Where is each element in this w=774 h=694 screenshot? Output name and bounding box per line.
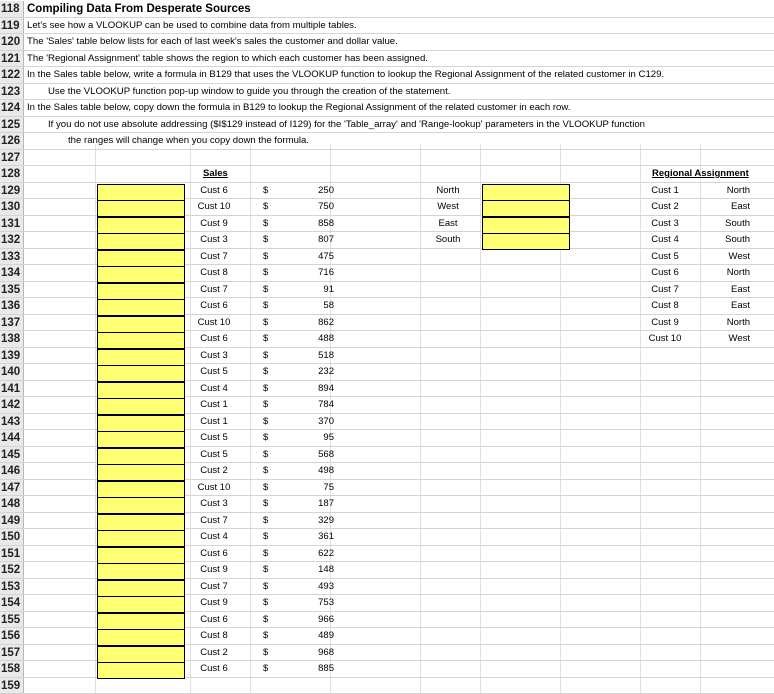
region-lookup-input-cell[interactable] [97, 250, 185, 267]
row-header[interactable]: 159 [0, 678, 24, 694]
region-lookup-input-cell[interactable] [97, 316, 185, 333]
assignment-customer-cell[interactable]: Cust 2 [651, 201, 679, 212]
sales-customer-cell[interactable]: Cust 10 [197, 316, 231, 328]
region-lookup-input-cell[interactable] [97, 382, 185, 399]
sales-amount-cell[interactable]: 568 [318, 448, 334, 460]
row-header[interactable]: 157 [0, 645, 24, 661]
sales-customer-cell[interactable]: Cust 2 [200, 646, 228, 658]
assignment-customer-cell[interactable]: Cust 5 [651, 250, 679, 262]
region-lookup-input-cell[interactable] [97, 398, 185, 415]
region-lookup-input-cell[interactable] [97, 217, 185, 234]
sheet-row[interactable] [0, 562, 774, 579]
region-lookup-input-cell[interactable] [97, 662, 185, 679]
row-header[interactable]: 155 [0, 612, 24, 628]
row-header[interactable]: 122 [0, 67, 24, 83]
currency-symbol[interactable]: $ [263, 630, 269, 641]
sheet-row[interactable] [0, 315, 774, 332]
instruction-text: Let's see how a VLOOKUP can be used to combine data from multiple tables. [27, 19, 357, 31]
instruction-text: Use the VLOOKUP function pop-up window to guide you through the creation of the statement. [48, 85, 451, 97]
currency-symbol[interactable]: $ [263, 580, 269, 592]
currency-symbol[interactable]: $ [263, 382, 269, 394]
sheet-row[interactable] [0, 298, 774, 315]
sheet-row[interactable] [0, 529, 774, 546]
sheet-row[interactable] [0, 331, 774, 348]
instruction-text: If you do not use absolute addressing ($I$129 instead of I129) for the 'Table_array' and 'Range-lookup' parameters in the VLOOKUP function [48, 118, 645, 130]
row-header[interactable]: 134 [0, 265, 24, 281]
region-summary-input-cell[interactable] [482, 217, 570, 234]
assignment-customer-cell[interactable]: Cust 4 [651, 234, 679, 245]
sheet-row[interactable] [0, 414, 774, 431]
row-header[interactable]: 147 [0, 480, 24, 496]
currency-symbol[interactable]: $ [263, 547, 269, 559]
row-header[interactable]: 139 [0, 348, 24, 364]
row-header[interactable]: 143 [0, 414, 24, 430]
row-header[interactable]: 146 [0, 463, 24, 479]
region-lookup-input-cell[interactable] [97, 514, 185, 531]
sales-amount-cell[interactable]: 498 [318, 465, 334, 476]
sheet-title: Compiling Data From Desperate Sources [27, 3, 251, 15]
sales-amount-cell[interactable]: 488 [318, 333, 334, 344]
currency-symbol[interactable]: $ [263, 465, 269, 476]
row-header[interactable]: 151 [0, 546, 24, 562]
sheet-row[interactable] [0, 282, 774, 299]
row-header[interactable]: 123 [0, 84, 24, 100]
sales-amount-cell[interactable]: 784 [318, 399, 334, 410]
sheet-row[interactable] [0, 1, 774, 18]
sheet-row[interactable] [0, 661, 774, 678]
currency-symbol[interactable]: $ [263, 481, 269, 493]
sales-amount-cell[interactable]: 885 [318, 663, 334, 674]
row-header[interactable]: 121 [0, 51, 24, 67]
sales-customer-cell[interactable]: Cust 6 [200, 663, 228, 674]
currency-symbol[interactable]: $ [263, 283, 269, 295]
sales-amount-cell[interactable]: 187 [318, 498, 334, 509]
region-lookup-input-cell[interactable] [97, 233, 185, 250]
row-header[interactable]: 150 [0, 529, 24, 545]
sheet-row[interactable] [0, 579, 774, 596]
sales-customer-cell[interactable]: Cust 1 [200, 399, 228, 410]
sales-customer-cell[interactable]: Cust 3 [200, 349, 228, 361]
assignment-customer-cell[interactable]: Cust 1 [651, 184, 679, 196]
sales-amount-cell[interactable]: 862 [318, 316, 334, 328]
region-lookup-input-cell[interactable] [97, 547, 185, 564]
region-lookup-input-cell[interactable] [97, 431, 185, 448]
sales-amount-cell[interactable]: 750 [318, 201, 334, 212]
region-name-cell[interactable]: West [437, 201, 459, 212]
region-name-cell[interactable]: North [436, 184, 460, 196]
currency-symbol[interactable]: $ [263, 597, 269, 608]
row-header[interactable]: 118 [0, 1, 24, 17]
currency-symbol[interactable]: $ [263, 432, 269, 443]
region-summary-input-cell[interactable] [482, 233, 570, 250]
sales-amount-cell[interactable]: 753 [318, 597, 334, 608]
sales-amount-cell[interactable]: 75 [323, 481, 334, 493]
currency-symbol[interactable]: $ [263, 217, 269, 229]
sheet-row[interactable] [0, 183, 774, 200]
sales-customer-cell[interactable]: Cust 7 [200, 514, 228, 526]
sales-customer-cell[interactable]: Cust 7 [200, 250, 228, 262]
sales-amount-cell[interactable]: 250 [318, 184, 334, 196]
region-lookup-input-cell[interactable] [97, 596, 185, 613]
row-header[interactable]: 138 [0, 331, 24, 347]
row-header[interactable]: 126 [0, 133, 24, 149]
sheet-row[interactable] [0, 67, 774, 84]
sales-customer-cell[interactable]: Cust 7 [200, 580, 228, 592]
row-header[interactable]: 131 [0, 216, 24, 232]
row-header[interactable]: 128 [0, 166, 24, 182]
sales-customer-cell[interactable]: Cust 1 [200, 415, 228, 427]
row-header[interactable]: 144 [0, 430, 24, 446]
region-lookup-input-cell[interactable] [97, 580, 185, 597]
region-lookup-input-cell[interactable] [97, 283, 185, 300]
sales-amount-cell[interactable]: 894 [318, 382, 334, 394]
sales-customer-cell[interactable]: Cust 3 [200, 234, 228, 245]
currency-symbol[interactable]: $ [263, 498, 269, 509]
row-header[interactable]: 158 [0, 661, 24, 677]
assignment-region-cell[interactable]: North [726, 184, 750, 196]
row-header[interactable]: 133 [0, 249, 24, 265]
row-header[interactable]: 149 [0, 513, 24, 529]
sheet-row[interactable] [0, 348, 774, 365]
region-lookup-input-cell[interactable] [97, 481, 185, 498]
sheet-row[interactable] [0, 430, 774, 447]
sales-customer-cell[interactable]: Cust 3 [200, 498, 228, 509]
sheet-row[interactable] [0, 84, 774, 101]
region-lookup-input-cell[interactable] [97, 629, 185, 646]
assignment-customer-cell[interactable]: Cust 6 [651, 267, 679, 278]
instruction-text: The 'Regional Assignment' table shows the region to which each customer has been assigned. [27, 52, 428, 64]
region-lookup-input-cell[interactable] [97, 464, 185, 481]
region-summary-input-cell[interactable] [482, 200, 570, 217]
currency-symbol[interactable]: $ [263, 201, 269, 212]
assignment-region-cell[interactable]: East [730, 201, 750, 212]
sheet-row[interactable] [0, 546, 774, 563]
row-header[interactable]: 152 [0, 562, 24, 578]
sales-amount-cell[interactable]: 968 [318, 646, 334, 658]
sales-amount-cell[interactable]: 518 [318, 349, 334, 361]
currency-symbol[interactable]: $ [263, 663, 269, 674]
assignment-region-cell[interactable]: West [728, 333, 750, 344]
instruction-text: the ranges will change when you copy down the formula. [68, 135, 310, 146]
sales-amount-cell[interactable]: 493 [318, 580, 334, 592]
row-header[interactable]: 119 [0, 18, 24, 34]
sales-amount-cell[interactable]: 966 [318, 613, 334, 625]
sheet-row[interactable] [0, 150, 774, 167]
instruction-text: The 'Sales' table below lists for each of last week's sales the customer and dollar value. [27, 36, 398, 47]
currency-symbol[interactable]: $ [263, 415, 269, 427]
row-header[interactable]: 137 [0, 315, 24, 331]
currency-symbol[interactable]: $ [263, 349, 269, 361]
region-lookup-input-cell[interactable] [97, 365, 185, 382]
sales-amount-cell[interactable]: 716 [318, 267, 334, 278]
sheet-row[interactable] [0, 397, 774, 414]
sheet-row[interactable] [0, 463, 774, 480]
assignment-customer-cell[interactable]: Cust 7 [651, 283, 679, 295]
instruction-text: In the Sales table below, copy down the formula in B129 to lookup the Regional Assignment of the related customer in each row. [27, 102, 571, 113]
region-lookup-input-cell[interactable] [97, 349, 185, 366]
sheet-row[interactable] [0, 381, 774, 398]
sales-amount-cell[interactable]: 58 [323, 300, 334, 311]
currency-symbol[interactable]: $ [263, 646, 269, 658]
sheet-row[interactable] [0, 249, 774, 266]
assignment-customer-cell[interactable]: Cust 9 [651, 316, 679, 328]
currency-symbol[interactable]: $ [263, 531, 269, 542]
sheet-row[interactable] [0, 51, 774, 68]
sheet-row[interactable] [0, 100, 774, 117]
sheet-row[interactable] [0, 678, 774, 694]
region-lookup-input-cell[interactable] [97, 530, 185, 547]
sales-amount-cell[interactable]: 148 [318, 564, 334, 575]
row-header[interactable]: 156 [0, 628, 24, 644]
sheet-row[interactable] [0, 216, 774, 233]
sales-customer-cell[interactable]: Cust 9 [200, 597, 228, 608]
sales-customer-cell[interactable]: Cust 6 [200, 184, 228, 196]
row-header[interactable]: 127 [0, 150, 24, 166]
currency-symbol[interactable]: $ [263, 267, 269, 278]
assignment-customer-cell[interactable]: Cust 8 [651, 300, 679, 311]
sheet-row[interactable] [0, 199, 774, 216]
sales-customer-cell[interactable]: Cust 7 [200, 283, 228, 295]
sheet-row[interactable] [0, 166, 774, 183]
sheet-row[interactable] [0, 645, 774, 662]
sales-customer-cell[interactable]: Cust 6 [200, 300, 228, 311]
region-summary-input-cell[interactable] [482, 184, 570, 201]
region-lookup-input-cell[interactable] [97, 266, 185, 283]
sheet-row[interactable] [0, 18, 774, 35]
currency-symbol[interactable]: $ [263, 250, 269, 262]
assignment-region-cell[interactable]: East [730, 283, 750, 295]
sales-customer-cell[interactable]: Cust 5 [200, 366, 228, 377]
region-lookup-input-cell[interactable] [97, 332, 185, 349]
sales-amount-cell[interactable]: 232 [318, 366, 334, 377]
sales-customer-cell[interactable]: Cust 4 [200, 531, 228, 542]
currency-symbol[interactable]: $ [263, 333, 269, 344]
sales-amount-cell[interactable]: 622 [318, 547, 334, 559]
currency-symbol[interactable]: $ [263, 184, 269, 196]
currency-symbol[interactable]: $ [263, 366, 269, 377]
sales-amount-cell[interactable]: 95 [323, 432, 334, 443]
sales-amount-cell[interactable]: 807 [318, 234, 334, 245]
region-lookup-input-cell[interactable] [97, 184, 185, 201]
sales-customer-cell[interactable]: Cust 10 [197, 201, 231, 212]
row-header[interactable]: 136 [0, 298, 24, 314]
region-lookup-input-cell[interactable] [97, 299, 185, 316]
sales-customer-cell[interactable]: Cust 5 [200, 432, 228, 443]
sales-customer-cell[interactable]: Cust 8 [200, 267, 228, 278]
row-header[interactable]: 130 [0, 199, 24, 215]
instruction-text: In the Sales table below, write a formula in B129 that uses the VLOOKUP function to lookup the Regional Assignment of the related customer in C129. [27, 69, 665, 80]
assignment-customer-cell[interactable]: Cust 10 [648, 333, 682, 344]
sales-amount-cell[interactable]: 475 [318, 250, 334, 262]
row-header[interactable]: 120 [0, 34, 24, 50]
row-header[interactable]: 140 [0, 364, 24, 380]
assignment-region-cell[interactable]: North [726, 267, 750, 278]
sales-customer-cell[interactable]: Cust 9 [200, 217, 228, 229]
sales-amount-cell[interactable]: 361 [318, 531, 334, 542]
regional-assignment-header: Regional Assignment [652, 168, 749, 179]
row-header[interactable]: 142 [0, 397, 24, 413]
currency-symbol[interactable]: $ [263, 316, 269, 328]
row-header[interactable]: 148 [0, 496, 24, 512]
sheet-row[interactable] [0, 480, 774, 497]
row-header[interactable]: 145 [0, 447, 24, 463]
assignment-region-cell[interactable]: North [726, 316, 750, 328]
row-header[interactable]: 132 [0, 232, 24, 248]
sales-customer-cell[interactable]: Cust 10 [197, 481, 231, 493]
sales-customer-cell[interactable]: Cust 8 [200, 630, 228, 641]
assignment-region-cell[interactable]: East [730, 300, 750, 311]
currency-symbol[interactable]: $ [263, 300, 269, 311]
sales-amount-cell[interactable]: 858 [318, 217, 334, 229]
currency-symbol[interactable]: $ [263, 448, 269, 460]
row-header[interactable]: 125 [0, 117, 24, 133]
sales-customer-cell[interactable]: Cust 6 [200, 547, 228, 559]
sales-amount-cell[interactable]: 329 [318, 514, 334, 526]
currency-symbol[interactable]: $ [263, 234, 269, 245]
region-lookup-input-cell[interactable] [97, 497, 185, 514]
row-header[interactable]: 129 [0, 183, 24, 199]
sheet-row[interactable] [0, 628, 774, 645]
sales-customer-cell[interactable]: Cust 2 [200, 465, 228, 476]
region-lookup-input-cell[interactable] [97, 200, 185, 217]
currency-symbol[interactable]: $ [263, 399, 269, 410]
sales-table-header: Sales [203, 168, 228, 179]
region-name-cell[interactable]: East [438, 217, 458, 229]
sales-amount-cell[interactable]: 91 [323, 283, 334, 295]
row-header[interactable]: 135 [0, 282, 24, 298]
sheet-row[interactable] [0, 265, 774, 282]
region-lookup-input-cell[interactable] [97, 415, 185, 432]
currency-symbol[interactable]: $ [263, 564, 269, 575]
sheet-row[interactable] [0, 612, 774, 629]
sales-customer-cell[interactable]: Cust 6 [200, 333, 228, 344]
region-lookup-input-cell[interactable] [97, 613, 185, 630]
sales-customer-cell[interactable]: Cust 5 [200, 448, 228, 460]
assignment-region-cell[interactable]: South [725, 217, 750, 229]
sales-customer-cell[interactable]: Cust 6 [200, 613, 228, 625]
sheet-row[interactable] [0, 34, 774, 51]
assignment-region-cell[interactable]: South [725, 234, 750, 245]
sheet-row[interactable] [0, 364, 774, 381]
row-header[interactable]: 124 [0, 100, 24, 116]
sales-customer-cell[interactable]: Cust 9 [200, 564, 228, 575]
row-header[interactable]: 153 [0, 579, 24, 595]
sheet-row[interactable] [0, 133, 774, 150]
sales-amount-cell[interactable]: 489 [318, 630, 334, 641]
sheet-row[interactable] [0, 447, 774, 464]
sheet-row[interactable] [0, 232, 774, 249]
sheet-row[interactable] [0, 117, 774, 134]
region-name-cell[interactable]: South [435, 234, 461, 245]
currency-symbol[interactable]: $ [263, 613, 269, 625]
assignment-customer-cell[interactable]: Cust 3 [651, 217, 679, 229]
region-lookup-input-cell[interactable] [97, 646, 185, 663]
row-header[interactable]: 141 [0, 381, 24, 397]
sheet-row[interactable] [0, 595, 774, 612]
assignment-region-cell[interactable]: West [728, 250, 750, 262]
sheet-row[interactable] [0, 496, 774, 513]
currency-symbol[interactable]: $ [263, 514, 269, 526]
region-lookup-input-cell[interactable] [97, 563, 185, 580]
region-lookup-input-cell[interactable] [97, 448, 185, 465]
sales-customer-cell[interactable]: Cust 4 [200, 382, 228, 394]
sales-amount-cell[interactable]: 370 [318, 415, 334, 427]
row-header[interactable]: 154 [0, 595, 24, 611]
sheet-row[interactable] [0, 513, 774, 530]
